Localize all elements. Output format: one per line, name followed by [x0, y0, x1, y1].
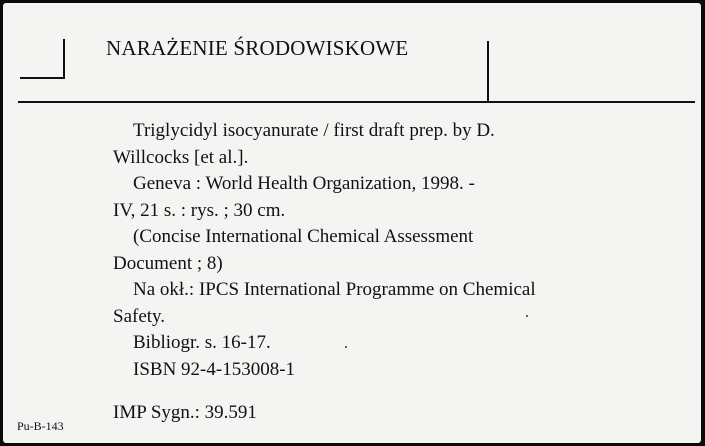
dust-speck — [526, 315, 528, 317]
subject-heading: NARAŻENIE ŚRODOWISKOWE — [106, 36, 409, 60]
card-code: Pu-B-143 — [17, 419, 64, 433]
physical-description-line: IV, 21 s. : rys. ; 30 cm. — [113, 199, 286, 221]
publication-line: Geneva : World Health Organization, 1998. - — [133, 173, 475, 194]
dust-speck — [345, 346, 347, 348]
isbn-line: ISBN 92-4-153008-1 — [133, 358, 296, 380]
corner-mark-horizontal — [20, 77, 65, 79]
catalog-card — [3, 3, 701, 443]
title-line-cont: Willcocks [et al.]. — [113, 146, 249, 168]
heading-divider — [487, 41, 489, 103]
corner-mark-vertical — [63, 39, 65, 79]
title-line: Triglycidyl isocyanurate / first draft prep. by D. — [133, 120, 495, 141]
cover-note-line-cont: Safety. — [113, 305, 166, 327]
series-line-cont: Document ; 8) — [113, 252, 223, 274]
shelf-mark: IMP Sygn.: 39.591 — [113, 402, 257, 423]
horizontal-rule — [18, 101, 695, 103]
bibliography-note: Bibliogr. s. 16-17. — [133, 332, 271, 353]
series-line: (Concise International Chemical Assessment — [133, 226, 474, 247]
cover-note-line: Na okł.: IPCS International Programme on Chemical — [133, 279, 536, 300]
bibliographic-description — [113, 118, 633, 383]
